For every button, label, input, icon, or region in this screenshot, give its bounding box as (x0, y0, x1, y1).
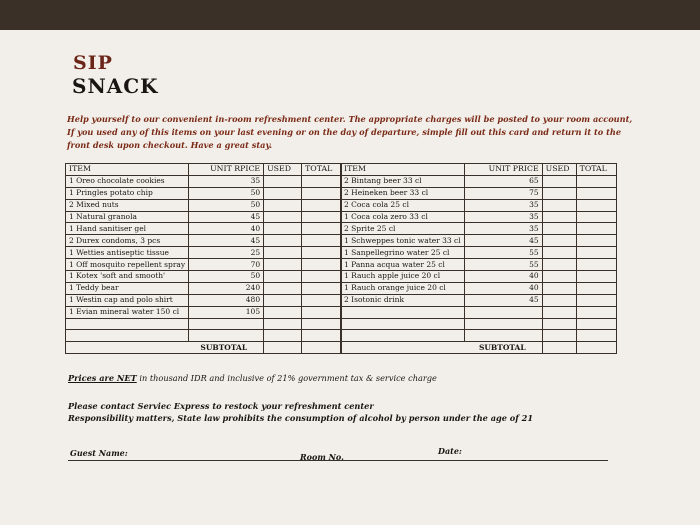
used-cell[interactable] (264, 294, 302, 306)
used-cell[interactable] (264, 187, 302, 199)
total-cell[interactable] (576, 235, 616, 247)
unit-price-cell: 50 (189, 187, 264, 199)
used-cell[interactable] (542, 235, 576, 247)
total-cell[interactable] (302, 282, 342, 294)
total-cell[interactable] (302, 318, 342, 330)
table-row (341, 223, 617, 235)
subtotal-total-cell[interactable] (302, 342, 342, 354)
unit-price-cell (189, 330, 264, 342)
prices-note (68, 373, 437, 383)
col-unit-price-header: UNIT PRICE (464, 164, 542, 176)
unit-price-cell (464, 318, 542, 330)
total-cell[interactable] (576, 187, 616, 199)
total-cell[interactable] (302, 235, 342, 247)
item-cell: 2 Durex condoms, 3 pcs (66, 235, 189, 247)
table-row (66, 175, 342, 187)
total-cell[interactable] (302, 247, 342, 259)
unit-price-cell: 35 (464, 223, 542, 235)
used-cell[interactable] (264, 259, 302, 271)
total-cell[interactable] (302, 175, 342, 187)
total-cell[interactable] (302, 294, 342, 306)
table-row (66, 247, 342, 259)
used-cell[interactable] (542, 330, 576, 342)
unit-price-cell: 50 (189, 271, 264, 283)
used-cell[interactable] (542, 259, 576, 271)
subtotal-total-cell[interactable] (576, 342, 616, 354)
table-row (66, 294, 342, 306)
total-cell[interactable] (576, 199, 616, 211)
unit-price-cell: 480 (189, 294, 264, 306)
table-header-row (66, 164, 342, 176)
table-row (66, 199, 342, 211)
total-cell[interactable] (302, 187, 342, 199)
table-row (66, 282, 342, 294)
item-cell: 1 Natural granola (66, 211, 189, 223)
item-cell (66, 330, 189, 342)
table-row (66, 271, 342, 283)
unit-price-cell (464, 330, 542, 342)
table-row (341, 235, 617, 247)
table-row (66, 306, 342, 318)
used-cell[interactable] (542, 282, 576, 294)
total-cell[interactable] (576, 282, 616, 294)
used-cell[interactable] (264, 271, 302, 283)
snack-table-body (66, 175, 342, 353)
item-cell: 1 Teddy bear (66, 282, 189, 294)
unit-price-cell: 25 (189, 247, 264, 259)
used-cell[interactable] (542, 271, 576, 283)
unit-price-cell: 35 (464, 211, 542, 223)
unit-price-cell: 35 (189, 175, 264, 187)
item-cell: 1 Kotex 'soft and smooth' (66, 271, 189, 283)
date-label: Date: (438, 446, 462, 456)
table-row (66, 235, 342, 247)
unit-price-cell: 55 (464, 259, 542, 271)
subtotal-row (66, 342, 342, 354)
unit-price-cell: 75 (464, 187, 542, 199)
table-row (341, 211, 617, 223)
intro-line: front desk upon checkout. Have a great stay. (67, 140, 273, 150)
total-cell[interactable] (302, 330, 342, 342)
used-cell[interactable] (264, 306, 302, 318)
total-cell[interactable] (302, 211, 342, 223)
col-used-header: USED (264, 164, 302, 176)
total-cell[interactable] (576, 247, 616, 259)
unit-price-cell: 50 (189, 199, 264, 211)
col-item-header: ITEM (341, 164, 465, 176)
item-cell (341, 306, 465, 318)
item-cell: 1 Evian mineral water 150 cl (66, 306, 189, 318)
used-cell[interactable] (542, 175, 576, 187)
table-row (341, 282, 617, 294)
signature-line (68, 460, 608, 461)
item-cell: 1 Sanpellegrino water 25 cl (341, 247, 465, 259)
total-cell[interactable] (576, 211, 616, 223)
table-row (341, 294, 617, 306)
intro-text (67, 113, 633, 152)
col-used-header: USED (542, 164, 576, 176)
unit-price-cell: 240 (189, 282, 264, 294)
unit-price-cell (189, 318, 264, 330)
table-row (341, 271, 617, 283)
item-cell (341, 318, 465, 330)
table-row (66, 330, 342, 342)
table-row (66, 187, 342, 199)
table-row (66, 318, 342, 330)
used-cell[interactable] (264, 318, 302, 330)
unit-price-cell: 45 (464, 235, 542, 247)
prices-note-text: in thousand IDR and inclusive of 21% government tax & service charge (136, 373, 437, 383)
item-cell: 1 Rauch apple juice 20 cl (341, 271, 465, 283)
used-cell[interactable] (264, 199, 302, 211)
used-cell[interactable] (542, 306, 576, 318)
subtotal-used-cell[interactable] (542, 342, 576, 354)
used-cell[interactable] (542, 294, 576, 306)
item-cell: 1 Coca cola zero 33 cl (341, 211, 465, 223)
total-cell[interactable] (576, 259, 616, 271)
item-cell: 1 Schweppes tonic water 33 cl (341, 235, 465, 247)
total-cell[interactable] (302, 271, 342, 283)
item-cell: 2 Coca cola 25 cl (341, 199, 465, 211)
item-cell: 2 Sprite 25 cl (341, 223, 465, 235)
subtotal-label: SUBTOTAL (341, 342, 543, 354)
table-row (66, 259, 342, 271)
responsibility-line: Responsibility matters, State law prohibits the consumption of alcohol by person under the age of 21 (68, 413, 534, 423)
unit-price-cell: 40 (189, 223, 264, 235)
total-cell[interactable] (576, 223, 616, 235)
table-row (66, 223, 342, 235)
unit-price-cell: 105 (189, 306, 264, 318)
unit-price-cell: 55 (464, 247, 542, 259)
total-cell[interactable] (576, 175, 616, 187)
used-cell[interactable] (542, 199, 576, 211)
total-cell[interactable] (302, 306, 342, 318)
snack-table (65, 163, 342, 354)
item-cell: 1 Off mosquito repellent spray (66, 259, 189, 271)
unit-price-cell: 45 (464, 294, 542, 306)
drink-table (340, 163, 617, 354)
used-cell[interactable] (264, 235, 302, 247)
table-row (341, 247, 617, 259)
contact-line: Please contact Serviec Express to restock your refreshment center (68, 401, 374, 411)
title-sip: SIP (73, 52, 113, 74)
used-cell[interactable] (542, 223, 576, 235)
unit-price-cell: 45 (189, 211, 264, 223)
used-cell[interactable] (264, 223, 302, 235)
item-cell: 1 Pringles potato chip (66, 187, 189, 199)
subtotal-label: SUBTOTAL (66, 342, 264, 354)
total-cell[interactable] (576, 294, 616, 306)
table-row (341, 175, 617, 187)
refreshment-card (0, 30, 700, 525)
item-cell: 1 Westin cap and polo shirt (66, 294, 189, 306)
item-cell: 1 Wetties antiseptic tissue (66, 247, 189, 259)
total-cell[interactable] (576, 306, 616, 318)
used-cell[interactable] (264, 175, 302, 187)
intro-line: If you used any of this items on your last evening or on the day of departure, simple fill out this card and return it to the (67, 127, 622, 137)
item-cell: 1 Rauch orange juice 20 cl (341, 282, 465, 294)
col-unit-price-header: UNIT RPICE (189, 164, 264, 176)
used-cell[interactable] (264, 247, 302, 259)
item-cell: 1 Hand sanitiser gel (66, 223, 189, 235)
unit-price-cell: 65 (464, 175, 542, 187)
used-cell[interactable] (542, 318, 576, 330)
item-cell (66, 318, 189, 330)
guest-name-label: Guest Name: (70, 448, 128, 458)
item-cell: 2 Mixed nuts (66, 199, 189, 211)
title-snack: SNACK (72, 74, 159, 98)
col-item-header: ITEM (66, 164, 189, 176)
contact-note (68, 400, 533, 424)
room-no-label: Room No. (300, 452, 344, 462)
total-cell[interactable] (576, 330, 616, 342)
col-total-header: TOTAL (302, 164, 342, 176)
unit-price-cell: 45 (189, 235, 264, 247)
table-row (341, 199, 617, 211)
table-row (66, 211, 342, 223)
used-cell[interactable] (542, 247, 576, 259)
table-row (341, 330, 617, 342)
used-cell[interactable] (264, 211, 302, 223)
item-cell: 2 Heineken beer 33 cl (341, 187, 465, 199)
unit-price-cell: 40 (464, 271, 542, 283)
col-total-header: TOTAL (576, 164, 616, 176)
item-cell: 1 Oreo chocolate cookies (66, 175, 189, 187)
unit-price-cell: 70 (189, 259, 264, 271)
total-cell[interactable] (302, 199, 342, 211)
total-cell[interactable] (302, 259, 342, 271)
table-row (341, 259, 617, 271)
drink-table-body (341, 175, 617, 353)
table-row (341, 187, 617, 199)
item-cell: 1 Panna acqua water 25 cl (341, 259, 465, 271)
intro-line: Help yourself to our convenient in-room refreshment center. The appropriate charges will be posted to your room account, (67, 114, 633, 124)
table-row (341, 306, 617, 318)
total-cell[interactable] (302, 223, 342, 235)
subtotal-row (341, 342, 617, 354)
used-cell[interactable] (542, 211, 576, 223)
total-cell[interactable] (576, 271, 616, 283)
unit-price-cell: 40 (464, 282, 542, 294)
item-cell: 2 Bintang beer 33 cl (341, 175, 465, 187)
item-cell: 2 Isotonic drink (341, 294, 465, 306)
unit-price-cell (464, 306, 542, 318)
used-cell[interactable] (264, 330, 302, 342)
subtotal-used-cell[interactable] (264, 342, 302, 354)
unit-price-cell: 35 (464, 199, 542, 211)
item-cell (341, 330, 465, 342)
prices-net-label: Prices are NET (68, 373, 137, 383)
total-cell[interactable] (576, 318, 616, 330)
table-row (341, 318, 617, 330)
used-cell[interactable] (542, 187, 576, 199)
used-cell[interactable] (264, 282, 302, 294)
table-header-row (341, 164, 617, 176)
